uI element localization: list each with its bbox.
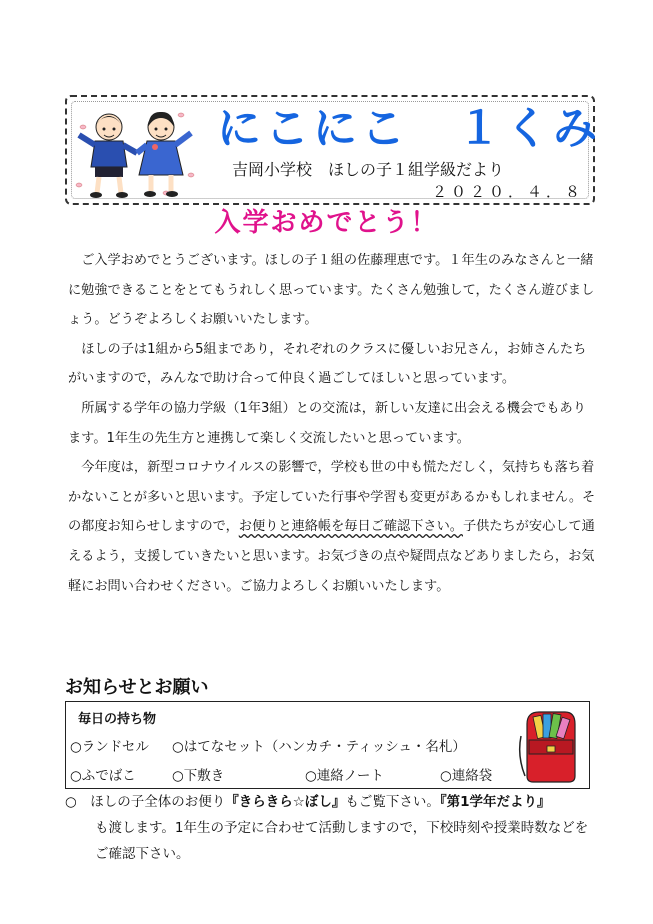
paragraph-1: ご入学おめでとうございます。ほしの子１組の佐藤理恵です。１年生のみなさんと一緒に勉強できることをとてもうれしく思っています。たくさん勉強して，たくさん遊びましょう。どうぞよろしくお願いいたします。	[68, 253, 595, 328]
issue-date: ２０２０．４．８	[432, 183, 585, 201]
belongings-heading: 毎日の持ち物	[78, 712, 157, 727]
item-hatena-set: ○はてなセット（ハンカチ・ティッシュ・名札）	[172, 739, 466, 755]
item-fudebako: ○ふでばこ	[70, 768, 136, 784]
notice-bullet: ○	[65, 794, 77, 810]
newsletter-name-grade1: 『第1学年だより』	[439, 794, 551, 810]
school-backpack-illustration	[517, 706, 583, 784]
notice-text	[65, 789, 600, 867]
paragraph-4	[68, 453, 598, 601]
notice-part-1: ほしの子全体のお便り	[90, 794, 226, 810]
section-title: お知らせとお願い	[65, 677, 209, 698]
belongings-box	[65, 701, 590, 789]
headline: 入学おめでとう！	[214, 208, 439, 238]
paragraph-4-start: 今年度は，新型コロナウイルスの影響で，学校も世の中も慌ただしく，気持ちも落ち着かないことが多いと思います。予定していた行事や学習も変更があるかもしれません。その都度お知らせしますので，	[68, 460, 596, 535]
header-box	[65, 95, 601, 205]
underlined-request: お便りと連絡帳を毎日ご確認下さい。	[238, 519, 463, 535]
newsletter-name-kirakira: 『きらきら☆ぼし』	[225, 794, 346, 810]
newsletter-subtitle: 吉岡小学校 ほしの子１組学級だより	[232, 160, 505, 179]
newsletter-title: にこにこ １くみ	[217, 103, 601, 154]
notice-part-3: も渡します。1年生の予定に合わせて活動しますので，下校時刻や授業時数などをご確認下さい。	[95, 820, 589, 862]
paragraph-4-end: 子供たちが安心して通えるよう，支援していきたいと思います。お気づきの点や疑問点などありましたら，お気軽にお問い合わせください。ご協力よろしくお願いいたします。	[68, 519, 595, 594]
item-randoseru: ○ランドセル	[70, 739, 149, 755]
item-renraku-note: ○連絡ノート	[305, 768, 384, 784]
item-renraku-bag: ○連絡袋	[440, 768, 493, 784]
item-shitajiki: ○下敷き	[172, 768, 225, 784]
paragraph-3: 所属する学年の協力学級（1年3組）との交流は，新しい友達に出会える機会でもあります。1年生の先生方と連携して楽しく交流したいと思っています。	[68, 400, 586, 446]
children-illustration	[71, 105, 201, 201]
paragraph-2: ほしの子は1組から5組まであり，それぞれのクラスに優しいお兄さん，お姉さんたちがいますので，みんなで助け合って仲良く過ごしてほしいと思っています。	[68, 341, 587, 387]
notice-part-2: もご覧下さい。	[345, 794, 440, 810]
letter-body	[68, 246, 598, 601]
